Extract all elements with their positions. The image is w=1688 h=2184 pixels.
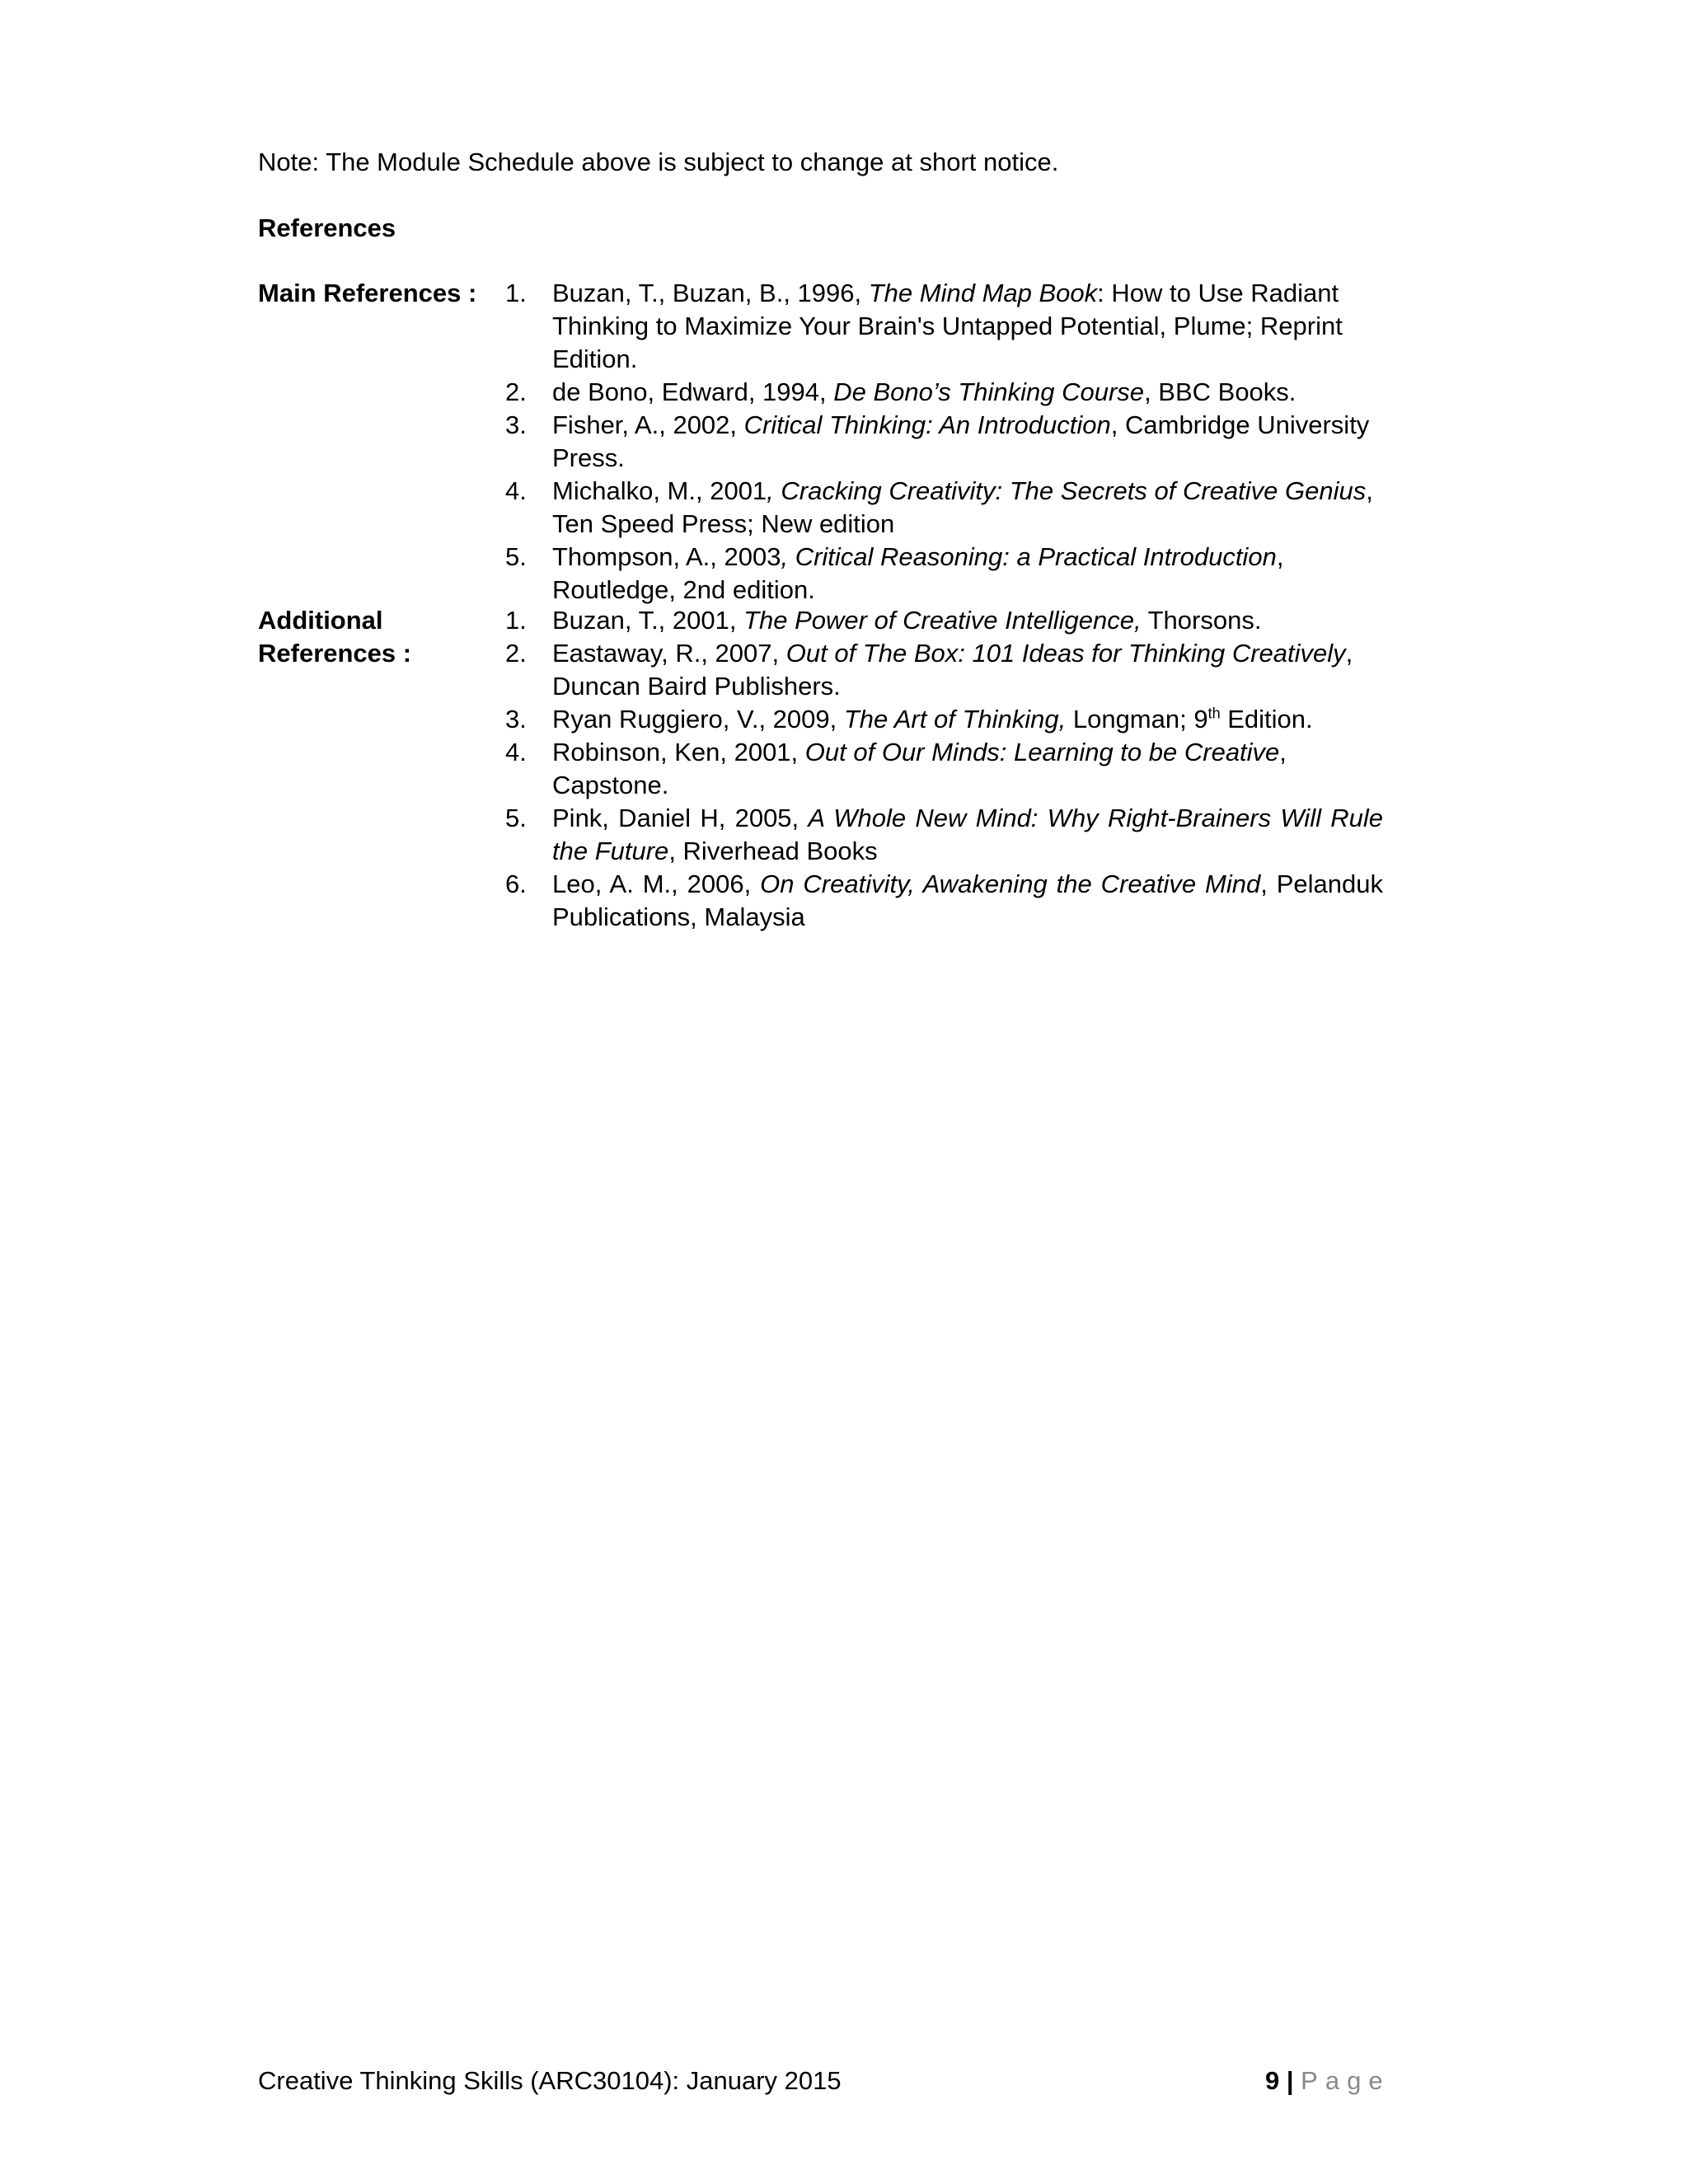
reference-number: 4. — [505, 476, 527, 505]
reference-text — [552, 541, 1383, 607]
reference-item — [505, 868, 1383, 934]
reference-title-part: , Cracking Creativity: The Secrets of Creative Genius — [767, 476, 1367, 505]
reference-text-part: , BBC Books. — [1144, 377, 1296, 406]
reference-text — [552, 604, 1383, 637]
footer-page-indicator — [1265, 2064, 1390, 2097]
reference-text — [552, 409, 1383, 475]
reference-text-part: , Cambridge University Press. — [552, 410, 1370, 472]
reference-text-part: Edition. — [1220, 705, 1313, 733]
reference-item — [505, 475, 1383, 541]
footer-course-title: Creative Thinking Skills (ARC30104): January 2015 — [258, 2066, 842, 2095]
reference-text-part: Ryan Ruggiero, V., 2009, — [552, 705, 844, 733]
reference-item — [505, 637, 1383, 703]
reference-number: 2. — [505, 377, 527, 406]
page-separator: | — [1279, 2066, 1301, 2095]
reference-number: 3. — [505, 410, 527, 439]
reference-text — [552, 637, 1383, 703]
reference-text-part: Longman; 9 — [1066, 705, 1208, 733]
page-word: Page — [1301, 2066, 1390, 2095]
reference-item — [505, 604, 1383, 637]
reference-item — [505, 703, 1383, 736]
reference-title-part: De Bono’s Thinking Course — [833, 377, 1145, 406]
reference-number: 3. — [505, 705, 527, 733]
reference-title-part: The Mind Map Book — [868, 279, 1098, 307]
reference-text-part: : How to Use Radiant Thinking to Maximize Your Brain's Untapped Potential, Plume; Reprint Edition. — [552, 279, 1343, 373]
reference-text-part: Eastaway, R., 2007, — [552, 639, 786, 668]
reference-text-part: , Riverhead Books — [668, 837, 878, 865]
reference-text-part: Buzan, T., 2001, — [552, 606, 744, 635]
reference-title-part: Critical Thinking: An Introduction — [743, 410, 1111, 439]
reference-title-part: The Art of Thinking, — [843, 705, 1067, 733]
reference-title-part: The Power of Creative Intelligence, — [743, 606, 1142, 635]
reference-text-part: Buzan, T., Buzan, B., 1996, — [552, 279, 869, 307]
reference-number: 5. — [505, 804, 527, 832]
reference-text-part: Thorsons. — [1141, 606, 1262, 635]
reference-text-part: Thompson, A., 2003 — [552, 542, 781, 571]
reference-number: 5. — [505, 542, 527, 571]
reference-text — [552, 703, 1383, 736]
reference-text-part: Pink, Daniel H, 2005, — [552, 804, 809, 832]
additional-references-label: Additional References : — [258, 606, 412, 668]
reference-text-part: th — [1207, 705, 1221, 722]
reference-item — [505, 376, 1383, 409]
reference-text-part: Robinson, Ken, 2001, — [552, 738, 805, 766]
reference-text-part: , Ten Speed Press; New edition — [552, 476, 1373, 538]
page-number: 9 — [1265, 2066, 1280, 2095]
reference-item — [505, 541, 1383, 607]
reference-item — [505, 409, 1383, 475]
reference-text — [552, 868, 1383, 934]
reference-text-part: , Pelanduk Publications, Malaysia — [552, 869, 1383, 931]
reference-title-part: On Creativity, Awakening the Creative Mind — [760, 869, 1261, 898]
reference-text — [552, 475, 1383, 541]
reference-text-part: Leo, A. M., 2006, — [552, 869, 761, 898]
reference-title-part: Out of The Box: 101 Ideas for Thinking Creatively — [785, 639, 1346, 668]
reference-title-part: , Critical Reasoning: a Practical Introduction — [781, 542, 1277, 571]
reference-title-part: A Whole New Mind: Why Right-Brainers Will Rule the Future — [552, 804, 1383, 865]
reference-item — [505, 736, 1383, 802]
reference-text — [552, 376, 1383, 409]
main-references-list — [505, 277, 1383, 607]
reference-text-part: , Capstone. — [552, 738, 1287, 799]
reference-number: 1. — [505, 279, 527, 307]
reference-item — [505, 802, 1383, 868]
reference-text — [552, 802, 1383, 868]
reference-text-part: , Routledge, 2nd edition. — [552, 542, 1284, 604]
reference-text-part: , Duncan Baird Publishers. — [552, 639, 1353, 701]
reference-text — [552, 736, 1383, 802]
reference-text-part: de Bono, Edward, 1994, — [552, 377, 834, 406]
additional-references-list — [505, 604, 1383, 934]
reference-text — [552, 277, 1383, 376]
references-heading: References — [258, 213, 396, 242]
reference-text-part: Michalko, M., 2001 — [552, 476, 767, 505]
reference-item — [505, 277, 1383, 376]
reference-title-part: Out of Our Minds: Learning to be Creative — [804, 738, 1280, 766]
reference-number: 1. — [505, 606, 527, 635]
reference-number: 4. — [505, 738, 527, 766]
main-references-label: Main References : — [258, 279, 477, 307]
reference-text-part: Fisher, A., 2002, — [552, 410, 744, 439]
schedule-note: Note: The Module Schedule above is subject to change at short notice. — [258, 148, 1059, 176]
reference-number: 2. — [505, 639, 527, 668]
reference-number: 6. — [505, 869, 527, 898]
